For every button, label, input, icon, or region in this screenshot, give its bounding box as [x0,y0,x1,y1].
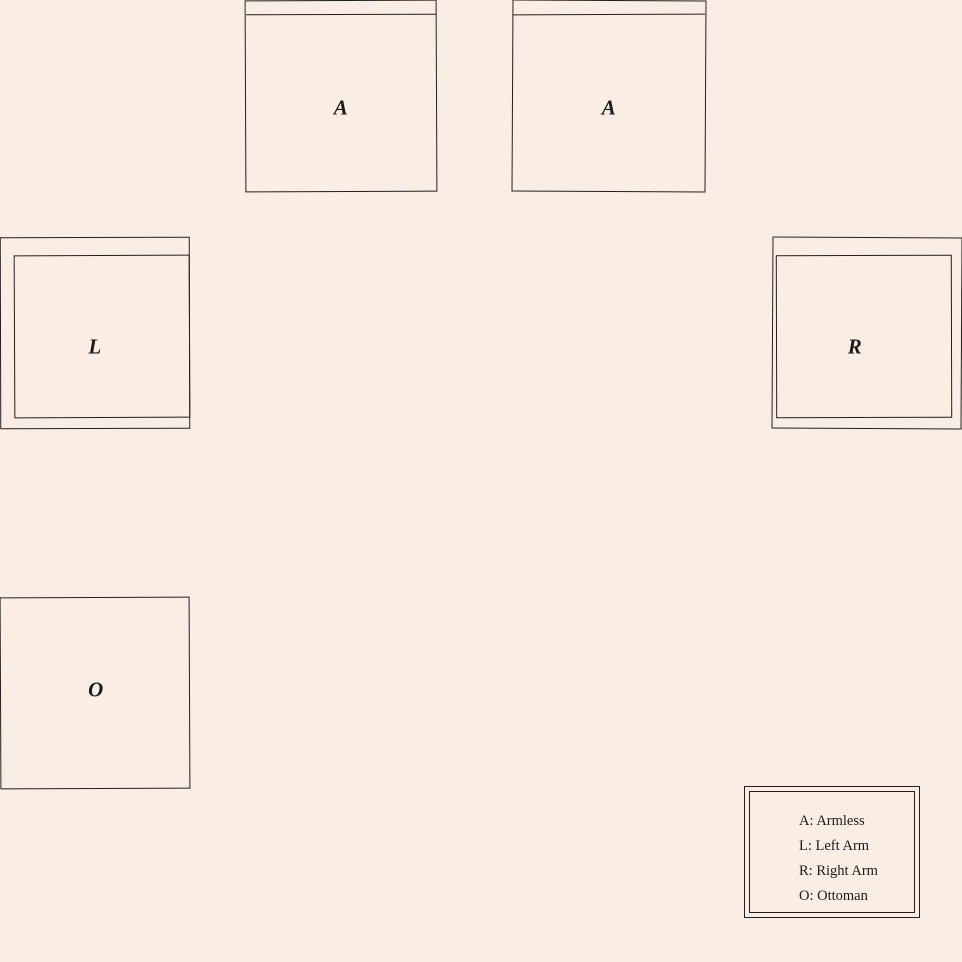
legend-item-ottoman: O: Ottoman [799,888,868,904]
legend-item-armless: A: Armless [799,813,865,829]
module-back-cushion-line [513,6,705,16]
module-label-a-2: A [601,95,617,120]
module-armless-top-right[interactable] [512,0,706,192]
module-arm-inset [14,255,191,419]
module-label-r: R [847,334,863,359]
legend-item-left-arm: L: Left Arm [799,838,870,854]
module-left-arm[interactable] [0,237,190,429]
legend [744,786,920,918]
module-back-cushion-line [246,6,436,15]
module-label-l: L [88,334,102,359]
module-ottoman[interactable] [0,597,190,789]
module-arm-inset [776,255,952,418]
module-armless-top-left[interactable] [245,0,437,192]
legend-item-right-arm: R: Right Arm [799,863,878,879]
module-right-arm[interactable] [772,237,962,429]
module-label-o: O [88,677,104,702]
legend-list [745,787,919,917]
module-label-a-1: A [333,95,349,120]
